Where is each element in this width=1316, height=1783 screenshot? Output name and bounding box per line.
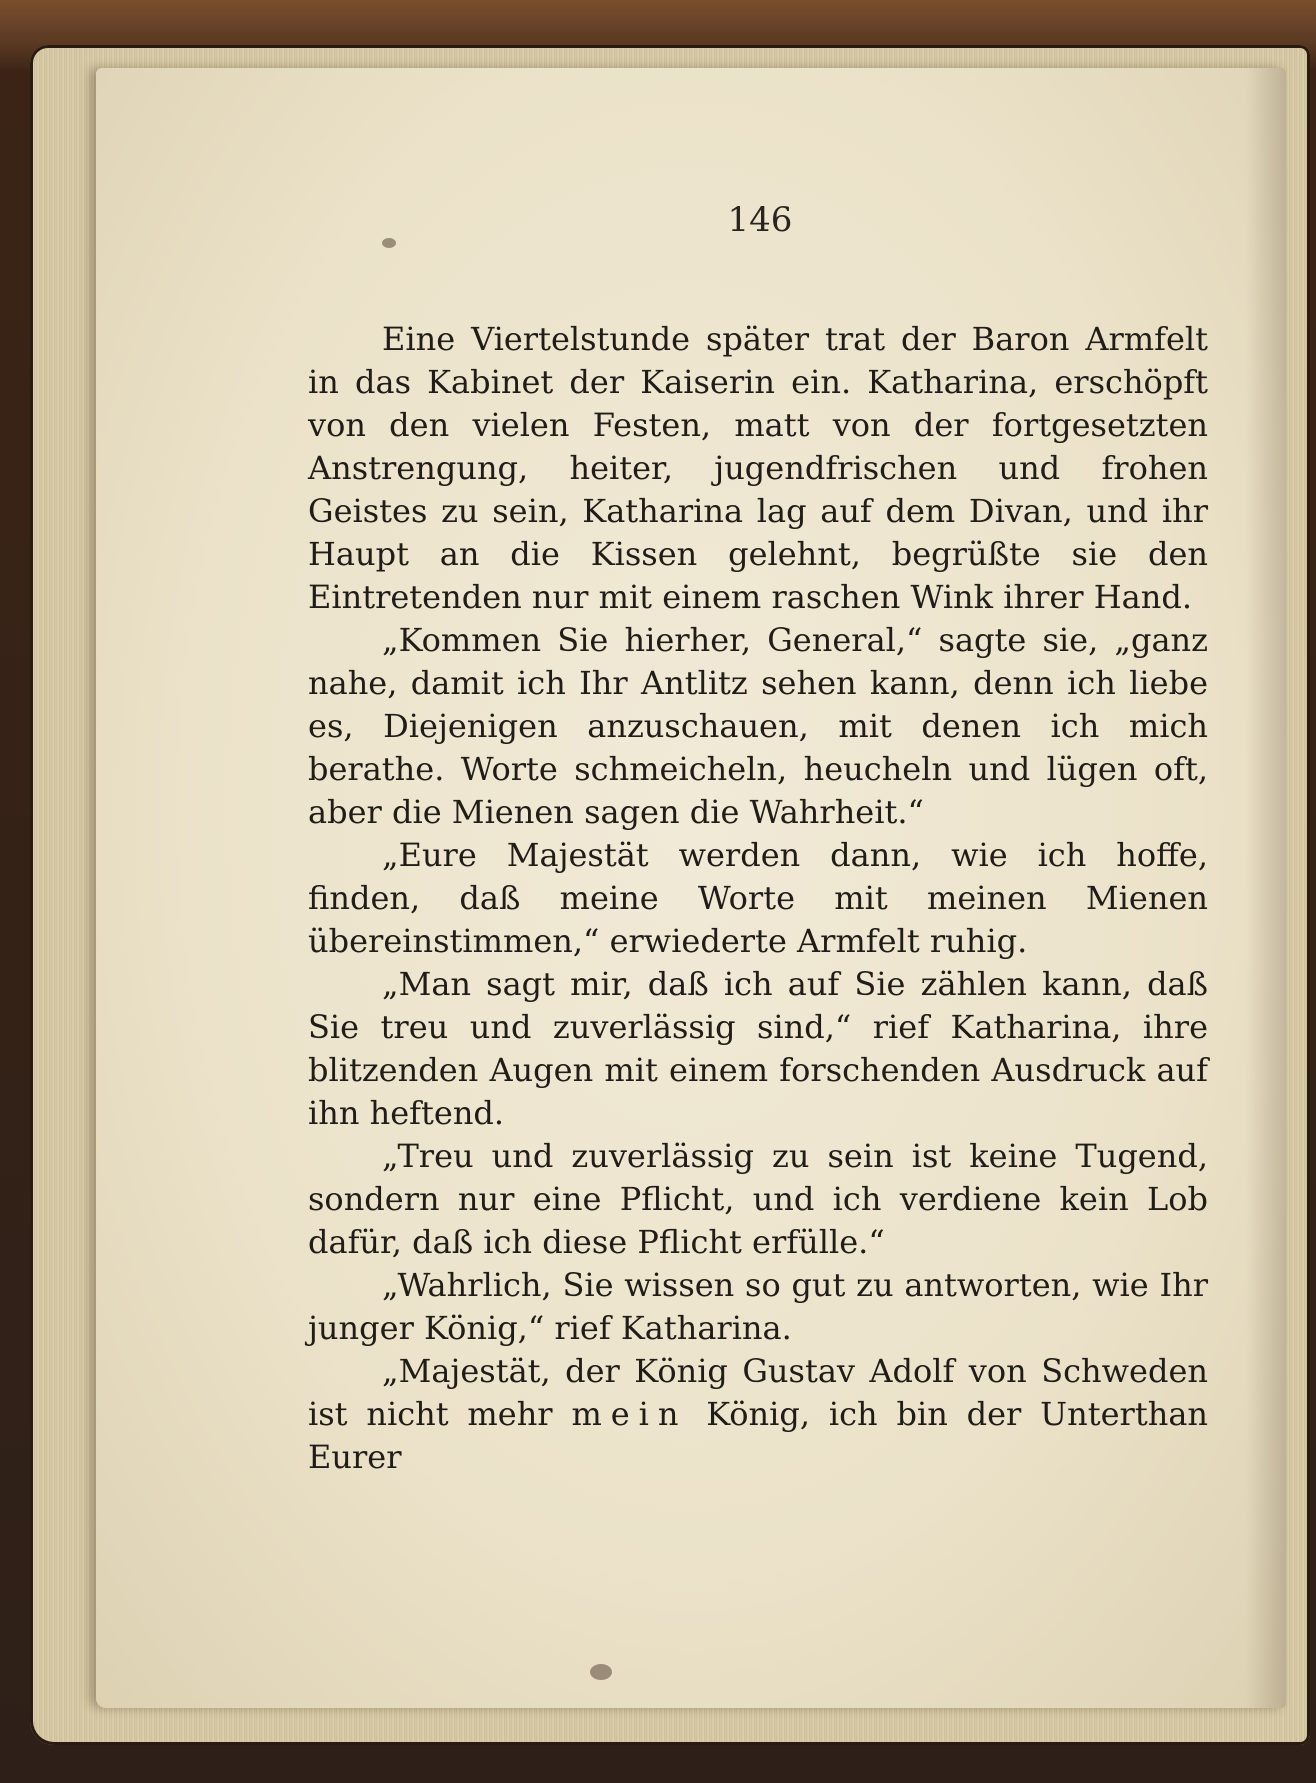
paragraph: „Kommen Sie hierher, General,“ sagte sie, „ganz nahe, damit ich Ihr Antlitz sehen kann, denn ich liebe es, Diejenigen anzuschauen, mit denen ich mich berathe. Worte schmeicheln, heucheln und lügen oft, aber die Mienen sagen die Wahrheit.“ xyxy=(308,621,1208,831)
paragraph: „Man sagt mir, daß ich auf Sie zählen kann, daß Sie treu und zuverlässig sind,“ rief Katharina, ihre blitzenden Augen mit einem forschenden Ausdruck auf ihn heftend. xyxy=(308,965,1208,1132)
paragraph-text: König, ich bin der Unterthan Eurer xyxy=(308,1395,1209,1476)
paragraph xyxy=(308,1350,1208,1479)
paragraph-text: „Majestät, der König Gustav Adolf von Schweden ist nicht mehr xyxy=(308,1352,1208,1433)
ink-speck xyxy=(382,238,396,248)
paragraph: Eine Viertelstunde später trat der Baron Armfelt in das Kabinet der Kaiserin ein. Katharina, erschöpft von den vielen Festen, matt von der fortgesetzten Anstrengung, heiter, jugendfrischen und frohen Geistes zu sein, Katharina lag auf dem Divan, und ihr Haupt an die Kissen gelehnt, begrüßte sie den Eintretenden nur mit einem raschen Wink ihrer Hand. xyxy=(308,320,1208,616)
paragraph: „Eure Majestät werden dann, wie ich hoffe, finden, daß meine Worte mit meinen Mienen übereinstimmen,“ erwiederte Armfelt ruhig. xyxy=(308,836,1208,960)
page-number: 146 xyxy=(727,200,793,240)
body-text xyxy=(308,318,1208,1479)
ink-speck xyxy=(590,1664,612,1680)
paragraph: „Wahrlich, Sie wissen so gut zu antworten, wie Ihr junger König,“ rief Katharina. xyxy=(308,1266,1208,1347)
paragraph: „Treu und zuverlässig zu sein ist keine Tugend, sondern nur eine Pflicht, und ich verdiene kein Lob dafür, daß ich diese Pflicht erfülle.“ xyxy=(308,1137,1208,1261)
page-gutter-shadow xyxy=(1246,68,1286,1708)
emphasized-word: mein xyxy=(571,1395,688,1433)
